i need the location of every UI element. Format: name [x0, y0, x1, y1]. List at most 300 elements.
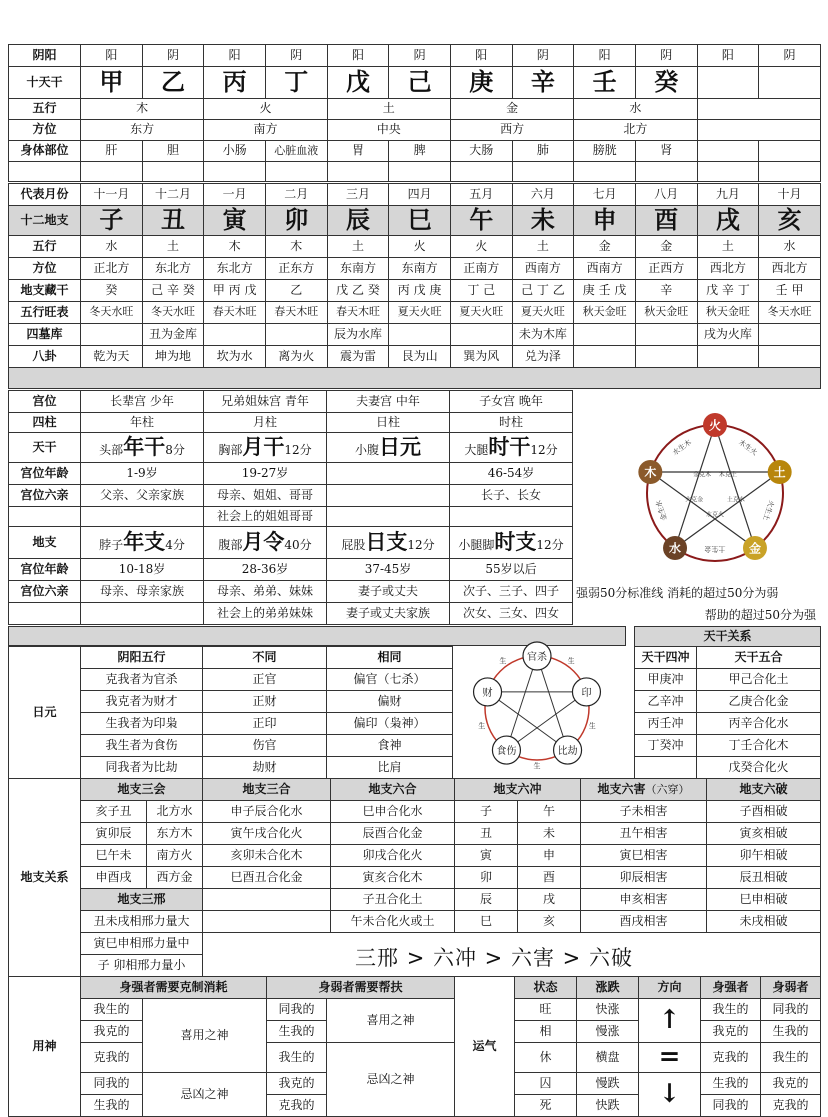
canggan-cell: 辛	[635, 280, 697, 302]
weak-bad: 忌凶之神	[327, 1043, 455, 1117]
god-name: 财	[482, 687, 493, 699]
stem-cell: 丁	[265, 67, 327, 99]
age-cell: 46-54岁	[450, 463, 573, 485]
state-cell: 旺	[515, 999, 577, 1021]
sanhui-cell: 亥子丑	[81, 801, 147, 823]
empty-cell	[759, 67, 821, 99]
pillar-name: 日元	[379, 434, 421, 459]
qiang-cell: 生我的	[701, 1072, 761, 1094]
month-cell: 五月	[450, 184, 512, 206]
branch-cell: 寅	[204, 206, 266, 236]
weak-item: 克我的	[267, 1094, 327, 1116]
gods-cycle-label: 生	[588, 721, 596, 730]
row-label: 五行旺表	[9, 302, 81, 324]
liuchong-cell: 巳	[455, 911, 518, 933]
wuxing-cell: 土	[697, 236, 759, 258]
fangwei-cell: 东北方	[142, 258, 204, 280]
body-cell: 小肠	[204, 141, 266, 162]
order-sep: >	[406, 946, 426, 970]
rizhu-cell: 生我者为印枭	[81, 713, 203, 735]
gongwei-cell: 长辈宫 少年	[81, 391, 204, 413]
liuqin-cell: 母亲、母亲家族	[81, 581, 204, 603]
canggan-cell: 丁 己	[450, 280, 512, 302]
canggan-cell: 戊 乙 癸	[327, 280, 389, 302]
row-label: 四墓库	[9, 324, 81, 346]
muku-cell	[389, 324, 451, 346]
strong-bad: 忌凶之神	[143, 1072, 267, 1116]
rizhu-cell: 食神	[327, 735, 453, 757]
element-name: 金	[748, 541, 761, 556]
gods-cycle-label: 生	[499, 657, 507, 666]
rizhu-header-row	[9, 647, 453, 669]
god-name: 比劫	[557, 746, 578, 758]
yinyang-cell: 阴	[389, 45, 451, 67]
bagua-row	[9, 346, 821, 368]
bagua-cell: 巽为风	[450, 346, 512, 368]
empty-cell	[697, 346, 759, 368]
gan-row	[635, 713, 821, 735]
wuxing-cell: 土	[512, 236, 574, 258]
gan-cell: 乙辛冲	[635, 691, 697, 713]
branch-cell: 辰	[327, 206, 389, 236]
col-header: 地支三会	[81, 779, 203, 801]
liupo-cell: 辰丑相破	[707, 867, 821, 889]
weak-header: 身弱者需要帮扶	[267, 977, 455, 999]
muku-cell: 丑为金库	[142, 324, 204, 346]
month-cell: 二月	[265, 184, 327, 206]
stem-cell: 壬	[574, 67, 636, 99]
control-label: 火克金	[685, 496, 704, 504]
bagua-cell: 兑为泽	[512, 346, 574, 368]
zhi-header-row	[9, 779, 821, 801]
rizhu-cell: 正官	[203, 669, 327, 691]
liuqin2-extra-row	[9, 603, 573, 625]
state-cell: 相	[515, 1021, 577, 1043]
age1-row	[9, 463, 573, 485]
order-sep: >	[484, 946, 504, 970]
zhi-row	[9, 845, 821, 867]
months-row	[9, 184, 821, 206]
liuqin-cell: 社会上的弟弟妹妹	[204, 603, 327, 625]
liupo-cell: 子酉相破	[707, 801, 821, 823]
wangbiao-cell: 冬天水旺	[81, 302, 143, 324]
month-cell: 十二月	[142, 184, 204, 206]
liuhai-cell: 丑午相害	[581, 823, 707, 845]
sizhu-cell: 日柱	[327, 413, 450, 433]
muku-cell: 辰为水库	[327, 324, 389, 346]
liuqin-cell: 社会上的姐姐哥哥	[204, 507, 327, 527]
god-name: 印	[581, 687, 592, 699]
liuchong-cell: 申	[518, 845, 581, 867]
body-part: 脖子	[99, 537, 124, 552]
five-elements-wheel	[608, 405, 822, 575]
weak-good: 喜用之神	[327, 999, 455, 1043]
control-label: 土克水	[726, 496, 745, 504]
body-part: 小腹	[354, 442, 379, 457]
body-cell: 心脏血液	[265, 141, 327, 162]
body-cell: 肝	[81, 141, 143, 162]
generation-label: 金生水	[654, 499, 669, 522]
row-label: 宫位	[9, 391, 81, 413]
canggan-cell: 戊 辛 丁	[697, 280, 759, 302]
canggan-cell: 癸	[81, 280, 143, 302]
dizhi-cell	[204, 527, 327, 559]
branch-cell: 申	[574, 206, 636, 236]
body-cell: 肾	[635, 141, 697, 162]
relation-strength-order	[355, 942, 633, 972]
yinyang-cell: 阴	[635, 45, 697, 67]
sanhui-cell: 南方火	[147, 845, 203, 867]
body-part: 屁股	[341, 537, 366, 552]
col-header	[581, 779, 707, 801]
tiangan-cell	[450, 433, 573, 463]
liuhai-cell: 子未相害	[581, 801, 707, 823]
age-cell: 28-36岁	[204, 559, 327, 581]
col-header: 身强者	[701, 977, 761, 999]
fangwei-cell: 东北方	[204, 258, 266, 280]
canggan-cell: 甲 丙 戊	[204, 280, 266, 302]
body-cell: 胆	[142, 141, 204, 162]
liuchong-cell: 戌	[518, 889, 581, 911]
dizhi-row	[9, 527, 573, 559]
wangbiao-row	[9, 302, 821, 324]
score: 12分	[284, 442, 312, 457]
gongwei-row	[9, 391, 573, 413]
liuchong-cell: 酉	[518, 867, 581, 889]
branch-cell: 亥	[759, 206, 821, 236]
gan-cell: 甲己合化土	[697, 669, 821, 691]
muku-cell	[574, 324, 636, 346]
wangbiao-cell: 夏天火旺	[389, 302, 451, 324]
liuhai-cell: 寅巳相害	[581, 845, 707, 867]
state-cell: 休	[515, 1043, 577, 1073]
score: 12分	[407, 537, 435, 552]
control-label: 木克土	[718, 471, 737, 479]
dizhi-cell	[450, 527, 573, 559]
wangbiao-cell: 秋天金旺	[574, 302, 636, 324]
order-sep: >	[562, 946, 582, 970]
branch-cell: 子	[81, 206, 143, 236]
bagua-cell: 坤为地	[142, 346, 204, 368]
rizhu-cell: 偏官（七杀）	[327, 669, 453, 691]
liuhai-cell: 申亥相害	[581, 889, 707, 911]
wuxing-cell: 土	[327, 99, 450, 120]
muku-cell	[265, 324, 327, 346]
body-part: 头部	[99, 442, 124, 457]
generation-label: 水生木	[671, 438, 693, 458]
branches-table	[8, 183, 821, 389]
stems-row	[9, 67, 821, 99]
canggan-cell: 壬 甲	[759, 280, 821, 302]
sizhu-cell: 月柱	[204, 413, 327, 433]
fangwei-cell: 西南方	[512, 258, 574, 280]
row-label: 地支藏干	[9, 280, 81, 302]
wuxing-cell: 火	[204, 99, 327, 120]
liuchong-cell: 丑	[455, 823, 518, 845]
muku-cell	[635, 324, 697, 346]
fangwei-cell: 正南方	[450, 258, 512, 280]
yinyang-row	[9, 45, 821, 67]
gan-row	[635, 757, 821, 779]
sizhu-cell: 时柱	[450, 413, 573, 433]
score: 8分	[165, 442, 185, 457]
body-part: 胸部	[218, 442, 243, 457]
sanhui-cell: 东方木	[147, 823, 203, 845]
liuchong-cell: 未	[518, 823, 581, 845]
sanhui-cell: 寅卯辰	[81, 823, 147, 845]
blank-row	[9, 162, 821, 182]
trend-cell: 快跌	[577, 1094, 639, 1116]
yunqi-label: 运气	[455, 977, 515, 1117]
wuxing-row	[9, 99, 821, 120]
canggan-cell: 己 辛 癸	[142, 280, 204, 302]
liupo-cell: 未戌相破	[707, 911, 821, 933]
yinyang-cell: 阴	[142, 45, 204, 67]
wuxing-cell: 水	[574, 99, 697, 120]
liuqin-cell: 父亲、父亲家族	[81, 485, 204, 507]
row-label: 八卦	[9, 346, 81, 368]
liuqin2-row	[9, 581, 573, 603]
trend-cell: 快涨	[577, 999, 639, 1021]
gan-header-row	[635, 647, 821, 669]
rizhu-cell: 偏财	[327, 691, 453, 713]
sanxing-cell: 子 卯相邢力量小	[81, 955, 203, 977]
rizhu-cell: 克我者为官杀	[81, 669, 203, 691]
fangwei-cell: 正北方	[81, 258, 143, 280]
empty-cell	[635, 346, 697, 368]
fangwei-cell: 西南方	[574, 258, 636, 280]
yongshen-label: 用神	[9, 977, 81, 1117]
month-cell: 三月	[327, 184, 389, 206]
pillar-name: 月令	[242, 529, 285, 554]
wuxing-cell: 木	[81, 99, 204, 120]
row-label: 五行	[9, 236, 81, 258]
age-cell: 19-27岁	[204, 463, 327, 485]
sanhui-cell: 申酉戌	[81, 867, 147, 889]
liuchong-cell: 辰	[455, 889, 518, 911]
zhi-row	[9, 911, 821, 933]
state-cell: 死	[515, 1094, 577, 1116]
body-cell: 肺	[512, 141, 574, 162]
row-label: 代表月份	[9, 184, 81, 206]
tiangan-cell	[204, 433, 327, 463]
branch-cell: 戌	[697, 206, 759, 236]
body-part: 大腿	[464, 442, 489, 457]
col-header-text: 地支六害	[597, 781, 646, 796]
col-header-note: （六穿）	[645, 782, 690, 796]
row-label: 宫位六亲	[9, 581, 81, 603]
empty-cell	[697, 141, 759, 162]
row-label: 宫位年龄	[9, 559, 81, 581]
gan-title: 天干关系	[635, 627, 821, 647]
muku-row	[9, 324, 821, 346]
branch-cell: 酉	[635, 206, 697, 236]
col-header: 地支六合	[331, 779, 455, 801]
equal-icon: =	[639, 1043, 701, 1073]
branch-fangwei-row	[9, 258, 821, 280]
wuxing-cell: 金	[450, 99, 573, 120]
gongwei-cell: 兄弟姐妹宫 青年	[204, 391, 327, 413]
liuqin1-row	[9, 485, 573, 507]
yongshen-row	[9, 1043, 821, 1073]
muku-cell: 未为木库	[512, 324, 574, 346]
empty-cell	[697, 120, 820, 141]
branch-cell: 丑	[142, 206, 204, 236]
wuxing-cell: 火	[450, 236, 512, 258]
row-label: 阴阳	[9, 45, 81, 67]
score: 40分	[284, 537, 312, 552]
arrow-down-icon: ↓	[639, 1072, 701, 1116]
sanhe-cell: 寅午戌合化火	[203, 823, 331, 845]
pillar-name: 时干	[488, 434, 531, 459]
age-cell: 37-45岁	[327, 559, 450, 581]
sanxing-title: 地支三邢	[81, 889, 203, 911]
stems-table	[8, 44, 821, 182]
liuhai-cell: 酉戌相害	[581, 911, 707, 933]
fangwei-cell: 西北方	[759, 258, 821, 280]
wuxing-cell: 木	[204, 236, 266, 258]
god-name: 官杀	[527, 652, 547, 663]
liupo-cell: 巳申相破	[707, 889, 821, 911]
canggan-row	[9, 280, 821, 302]
fangwei-cell: 东方	[81, 120, 204, 141]
pillars-table	[8, 390, 573, 625]
gan-cell: 乙庚合化金	[697, 691, 821, 713]
bagua-cell: 震为雷	[327, 346, 389, 368]
gan-cell: 丁壬合化木	[697, 735, 821, 757]
strong-good: 喜用之神	[143, 999, 267, 1073]
bagua-cell: 艮为山	[389, 346, 451, 368]
yinyang-cell: 阳	[204, 45, 266, 67]
strength-note-2: 帮助的超过50分为强	[704, 608, 816, 622]
gray-divider	[9, 368, 821, 389]
strong-item: 同我的	[81, 1072, 143, 1094]
weak-item: 我生的	[267, 1043, 327, 1073]
gods-cycle-label: 生	[533, 762, 541, 770]
yinyang-cell: 阳	[81, 45, 143, 67]
score: 12分	[536, 537, 564, 552]
gods-cycle-label: 生	[567, 657, 575, 666]
fangwei-cell: 东南方	[389, 258, 451, 280]
wangbiao-cell: 冬天水旺	[142, 302, 204, 324]
zhi-row	[9, 801, 821, 823]
ruo-cell: 我克的	[761, 1072, 821, 1094]
col-header: 不同	[203, 647, 327, 669]
stem-cell: 甲	[81, 67, 143, 99]
gan-title-row	[635, 627, 821, 647]
qiang-cell: 克我的	[701, 1043, 761, 1073]
empty-cell	[759, 346, 821, 368]
order-item: 六冲	[432, 946, 477, 970]
month-cell: 九月	[697, 184, 759, 206]
element-name: 木	[644, 465, 657, 480]
liuqin-cell: 母亲、弟弟、妹妹	[204, 581, 327, 603]
sanhui-cell: 巳午未	[81, 845, 147, 867]
col-header: 涨跌	[577, 977, 639, 999]
age-cell	[327, 463, 450, 485]
bagua-cell: 坎为水	[204, 346, 266, 368]
stem-cell: 辛	[512, 67, 574, 99]
stem-cell: 戊	[327, 67, 389, 99]
wangbiao-cell: 春天木旺	[204, 302, 266, 324]
liuqin-cell: 次子、三子、四子	[450, 581, 573, 603]
wuxing-cell: 金	[574, 236, 636, 258]
zhi-label: 地支关系	[9, 779, 81, 977]
dizhi-cell	[81, 527, 204, 559]
gan-cell: 甲庚冲	[635, 669, 697, 691]
yongshen-table	[8, 976, 821, 1117]
trend-cell: 横盘	[577, 1043, 639, 1073]
pillar-name: 年干	[123, 434, 166, 459]
qiang-cell: 我克的	[701, 1021, 761, 1043]
wuxing-cell: 火	[389, 236, 451, 258]
qiang-cell: 我生的	[701, 999, 761, 1021]
liuhe-cell: 午未合化火或土	[331, 911, 455, 933]
gan-relations-table	[634, 626, 821, 779]
pillar-name: 月干	[242, 434, 285, 459]
yinyang-cell: 阴	[759, 45, 821, 67]
tiangan-cell	[81, 433, 204, 463]
gan-cell: 丁癸冲	[635, 735, 697, 757]
stem-cell: 丙	[204, 67, 266, 99]
body-part: 腹部	[218, 537, 243, 552]
liuchong-cell: 子	[455, 801, 518, 823]
trend-cell: 慢跌	[577, 1072, 639, 1094]
liuqin-cell: 妻子或丈夫家族	[327, 603, 450, 625]
stem-cell: 乙	[142, 67, 204, 99]
muku-cell: 戌为火库	[697, 324, 759, 346]
strong-header: 身强者需要克制消耗	[81, 977, 267, 999]
pillar-name: 日支	[365, 529, 408, 554]
branch-cell: 未	[512, 206, 574, 236]
gan-cell: 丙辛合化水	[697, 713, 821, 735]
empty-cell	[697, 99, 820, 120]
liuqin-cell	[327, 485, 450, 507]
body-cell: 大肠	[450, 141, 512, 162]
pillar-name: 年支	[123, 529, 166, 554]
col-header: 地支三合	[203, 779, 331, 801]
yinyang-cell: 阴	[265, 45, 327, 67]
sanhe-cell: 申子辰合化水	[203, 801, 331, 823]
tiangan-row	[9, 433, 573, 463]
rizhu-cell: 偏印（枭神）	[327, 713, 453, 735]
weak-item: 我克的	[267, 1072, 327, 1094]
gan-row	[635, 669, 821, 691]
wangbiao-cell: 秋天金旺	[697, 302, 759, 324]
rizhu-cell: 劫财	[203, 757, 327, 779]
fangwei-cell: 北方	[574, 120, 697, 141]
liuchong-cell: 午	[518, 801, 581, 823]
fangwei-row	[9, 120, 821, 141]
age-cell: 55岁以后	[450, 559, 573, 581]
liupo-cell: 卯午相破	[707, 845, 821, 867]
strong-item: 我克的	[81, 1021, 143, 1043]
wangbiao-cell: 春天木旺	[327, 302, 389, 324]
muku-cell	[759, 324, 821, 346]
liuchong-cell: 亥	[518, 911, 581, 933]
order-item: 六破	[588, 946, 633, 970]
row-label: 四柱	[9, 413, 81, 433]
yinyang-cell: 阳	[450, 45, 512, 67]
wangbiao-cell: 夏天火旺	[450, 302, 512, 324]
ruo-cell: 克我的	[761, 1094, 821, 1116]
wuxing-cell: 金	[635, 236, 697, 258]
muku-cell	[204, 324, 266, 346]
ruo-cell: 同我的	[761, 999, 821, 1021]
row-label: 身体部位	[9, 141, 81, 162]
row-label: 宫位六亲	[9, 485, 81, 507]
fangwei-cell: 西北方	[697, 258, 759, 280]
